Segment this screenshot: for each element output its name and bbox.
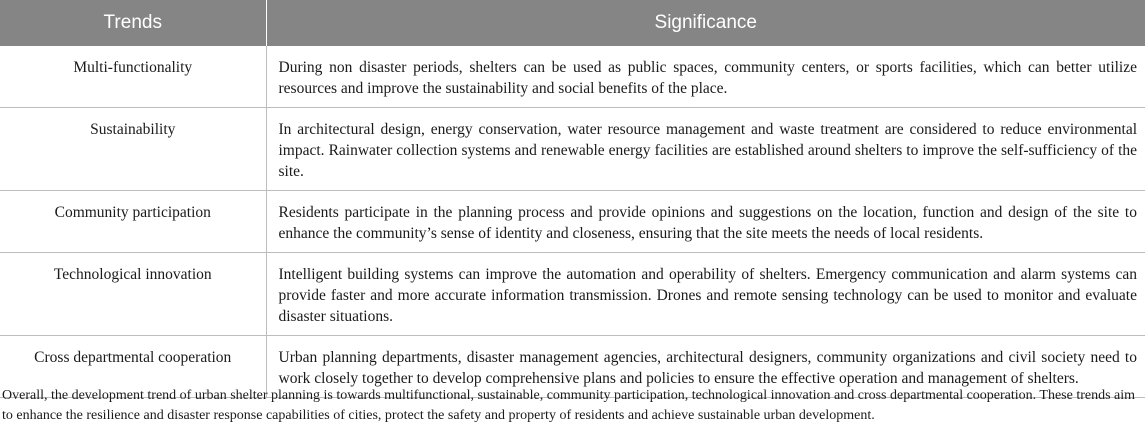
trend-cell: Multi-functionality — [0, 46, 266, 108]
significance-cell: Residents participate in the planning process and provide opinions and suggestions on the location, function and design of the site to enhance the community’s sense of identity and closeness, ensuring that the site meets the needs of local residents. — [266, 191, 1145, 253]
significance-cell: In architectural design, energy conservation, water resource management and waste treatment are considered to reduce environmental impact. Rainwater collection systems and renewable energy facilities are established around shelters to improve the self-sufficiency of the site. — [266, 108, 1145, 191]
trend-cell: Community participation — [0, 191, 266, 253]
trend-cell: Technological innovation — [0, 253, 266, 336]
table-row — [0, 46, 1145, 108]
header-trends: Trends — [0, 0, 266, 46]
header-significance: Significance — [266, 0, 1145, 46]
trend-cell: Cross departmental cooperation — [0, 336, 266, 398]
significance-cell: Urban planning departments, disaster management agencies, architectural designers, community organizations and civil society need to work closely together to develop comprehensive plans and policies to ensure the effective operation and management of shelters. — [266, 336, 1145, 398]
significance-cell: During non disaster periods, shelters can be used as public spaces, community centers, or sports facilities, which can better utilize resources and improve the sustainability and social benefits of the place. — [266, 46, 1145, 108]
table-header — [0, 0, 1145, 46]
table-row — [0, 108, 1145, 191]
header-row — [0, 0, 1145, 46]
table-footnote: Overall, the development trend of urban shelter planning is towards multifunctional, sustainable, community participation, technological innovation and cross departmental cooperation. These trends aim to enhance the resilience and disaster response capabilities of cities, protect the safety and property of residents and achieve sustainable urban development. — [2, 388, 1136, 423]
table-row — [0, 253, 1145, 336]
table-row — [0, 191, 1145, 253]
significance-cell: Intelligent building systems can improve the automation and operability of shelters. Emergency communication and alarm systems can provide faster and more accurate information transmission. Drones and remote sensing technology can be used to monitor and evaluate disaster situations. — [266, 253, 1145, 336]
trend-cell: Sustainability — [0, 108, 266, 191]
table-body — [0, 46, 1145, 398]
